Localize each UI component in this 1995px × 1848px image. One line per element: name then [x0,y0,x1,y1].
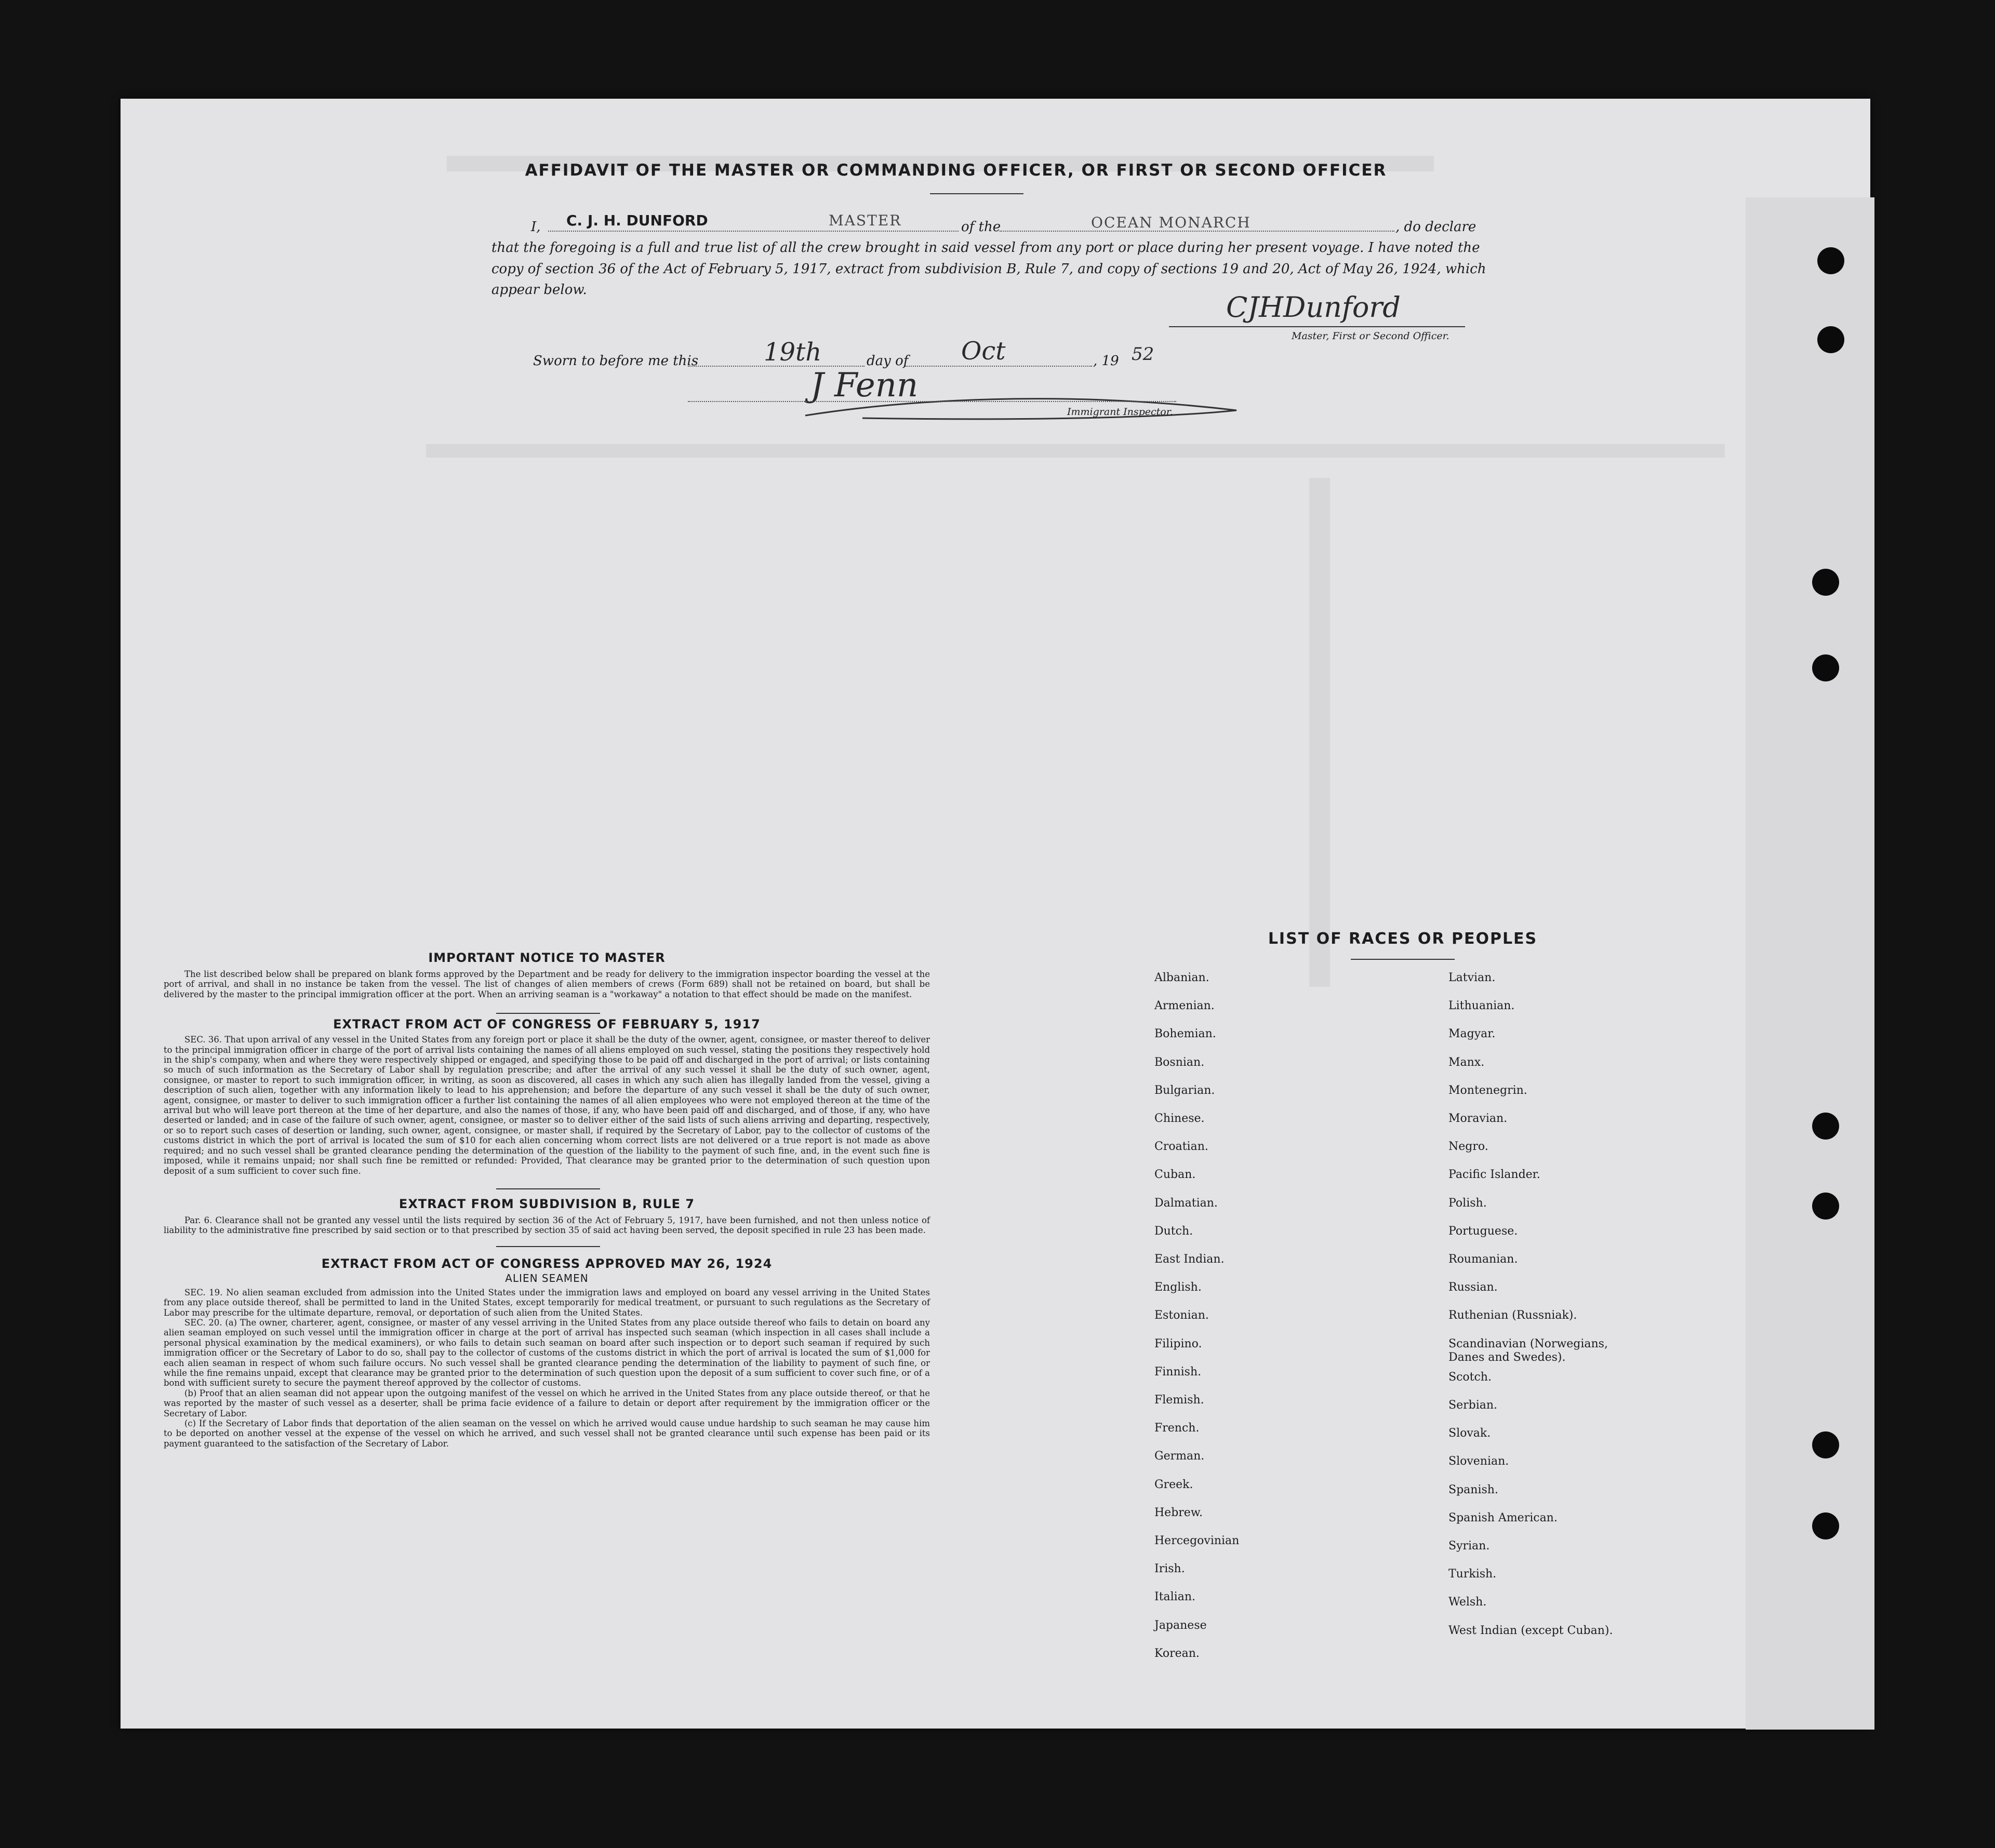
race-item: Finnish. [1154,1365,1202,1378]
race-item: Manx. [1448,1055,1485,1069]
race-item: German. [1154,1450,1205,1463]
sec-20a-text: SEC. 20. (a) The owner, charterer, agent, consignee, or master of any vessel arriving in the United States from any place outside thereof who fails to detain on board any alien seaman employed on such vessel until the immigration officer in charge at the port of arrival has inspected such seaman (which inspection in all cases shall include a personal physical examination by the medical examiners), or who fails to detain such seaman on board after such inspection or to deport such seaman if required by such immigration officer or the Secretary of Labor to do so, shall pay to the collector of customs of the customs district in which the port of arrival is located the sum of $1,000 for each alien seaman in respect of whom such failure occurs. No such vessel shall be granted clearance pending the determination of the liability to payment of such fine, or while the fine remains unpaid, except that clearance may be granted prior to the determination of such question upon the deposit of a sum sufficient to cover such fine, or of a bond with sufficient surety to secure the payment thereof approved by the collector of customs. [164,1317,930,1388]
master-name: C. J. H. DUNFORD [566,212,708,229]
extract-rule7-title: EXTRACT FROM SUBDIVISION B, RULE 7 [398,1196,695,1211]
race-item: Dalmatian. [1154,1196,1218,1210]
race-item: Negro. [1448,1140,1488,1154]
race-item: Welsh. [1448,1596,1487,1609]
affidavit-i-label: I, [531,219,541,235]
inspector-line [688,401,1176,402]
punch-hole [1817,326,1844,353]
race-item: Estonian. [1154,1309,1209,1322]
race-item: Pacific Islander. [1448,1168,1540,1182]
race-item: Armenian. [1154,999,1215,1013]
race-item: Montenegrin. [1448,1083,1527,1097]
sec-20b-text: (b) Proof that an alien seaman did not appear upon the outgoing manifest of the vessel on which he arrived in the United States from any place outside thereof, or that he was reported by the master of such vessel as a deserter, shall be prima facie evidence of a failure to detain or deport after requirement by the immigration officer or the Secretary of Labor. [164,1388,930,1418]
races-title: LIST OF RACES OR PEOPLES [1268,930,1538,948]
divider [496,1246,600,1247]
sworn-month: Oct [961,337,1006,366]
signature-flourish [800,379,1247,426]
of-the-label: of the [961,219,1001,235]
notice-title: IMPORTANT NOTICE TO MASTER [428,950,666,965]
master-rank: MASTER [829,212,902,229]
race-item: Scotch. [1448,1370,1492,1384]
sec-20c-text: (c) If the Secretary of Labor finds that deportation of the alien seaman on the vessel on which he arrived would cause undue hardship to such seaman he may cause him to be deported on another vessel at the expense of the vessel on which he arrived, and such vessel shall not be granted clearance until such expense has been paid or its payment guaranteed to the satisfaction of the Secretary of Labor. [164,1418,930,1449]
left-column [164,950,930,1449]
race-item: Slovenian. [1448,1455,1509,1468]
race-item: Irish. [1154,1562,1185,1576]
race-item: Bulgarian. [1154,1083,1215,1097]
race-item: Spanish American. [1448,1511,1558,1524]
extract-1917-title: EXTRACT FROM ACT OF CONGRESS OF FEBRUARY 5, 1917 [333,1017,761,1032]
race-item: Lithuanian. [1448,999,1515,1013]
race-item: Scandinavian (Norwegians, Danes and Swedes). [1448,1337,1608,1364]
sheet-right-edge [1746,197,1874,1730]
race-item: Polish. [1448,1196,1487,1210]
race-item: Cuban. [1154,1168,1196,1182]
race-item: Japanese [1154,1618,1207,1632]
sworn-label: Sworn to before me this [533,353,699,369]
race-item: Dutch. [1154,1224,1193,1238]
race-item: Albanian. [1154,971,1209,984]
inspector-signature: J Fenn [810,366,919,405]
race-item: Spanish. [1448,1483,1498,1496]
vessel-name: OCEAN MONARCH [1091,214,1251,231]
race-item: East Indian. [1154,1253,1225,1266]
race-item: English. [1154,1281,1202,1294]
punch-hole [1812,1431,1839,1458]
race-item: Bohemian. [1154,1027,1216,1041]
notice-body: The list described below shall be prepared on blank forms approved by the Department and be ready for delivery to the immigration inspector boarding the vessel at the port of arrival, and shall in no instance be taken from the vessel. The list of changes of alien members of crews (Form 689) shall not be retained on board, but shall be delivered by the master to the principal immigration officer at the port. When an arriving seaman is a "workaway" a notation to that effect should be made on the manifest. [164,969,930,999]
race-item: Chinese. [1154,1112,1205,1125]
extract-1924-subtitle: ALIEN SEAMEN [505,1271,589,1284]
divider [496,1188,600,1189]
race-item: Korean. [1154,1646,1200,1660]
divider [1351,959,1455,960]
master-signature-label: Master, First or Second Officer. [1292,330,1449,342]
month-line [905,366,1092,367]
race-item: Bosnian. [1154,1055,1205,1069]
affidavit-line-3: copy of section 36 of the Act of February 5, 1917, extract from subdivision B, Rule 7, and copy of sections 19 and 20, Act of May 26, 1924, which [491,261,1486,277]
race-item: Croatian. [1154,1140,1208,1154]
extract-1924-title: EXTRACT FROM ACT OF CONGRESS APPROVED MAY 26, 1924 [321,1256,773,1271]
punch-hole [1812,1193,1839,1220]
race-item: Ruthenian (Russniak). [1448,1309,1577,1322]
sec-19-text: SEC. 19. No alien seaman excluded from admission into the United States under the immigration laws and employed on board any vessel arriving in the United States from any place outside thereof, shall be permitted to land in the United States, except temporarily for medical treatment, or pursuant to such regulations as the Secretary of Labor may prescribe for the ultimate departure, removal, or deportation of such alien from the United States. [164,1287,930,1318]
race-item: Russian. [1448,1281,1498,1294]
race-item: Slovak. [1448,1427,1491,1440]
master-signature: CJHDunford [1226,291,1401,324]
bleed-through-mark [426,444,1725,458]
punch-hole [1812,654,1839,681]
sworn-year: 52 [1132,344,1154,365]
do-declare-label: , do declare [1395,219,1477,235]
year-prefix: , 19 [1093,353,1119,369]
race-item: Moravian. [1448,1112,1508,1125]
affidavit-line-4: appear below. [491,282,587,298]
race-item: West Indian (except Cuban). [1448,1624,1613,1637]
race-item: Syrian. [1448,1539,1490,1552]
affidavit-line-2: that the foregoing is a full and true list of all the crew brought in said vessel from any port or place during her present voyage. I have noted the [491,240,1480,256]
divider [930,193,1023,194]
race-item: Turkish. [1448,1568,1497,1581]
inspector-label: Immigrant Inspector. [1067,406,1173,418]
extract-rule7-body: Par. 6. Clearance shall not be granted any vessel until the lists required by section 36 of the Act of February 5, 1917, have been furnished, and not then unless notice of liability to the administrative fine prescribed by said section or to that prescribed by section 35 of said act having been served, the deposit specified in rule 23 has been made. [164,1215,930,1236]
race-item: Portuguese. [1448,1224,1518,1238]
race-item: Flemish. [1154,1394,1204,1407]
signature-line [1169,326,1465,327]
race-item: Roumanian. [1448,1253,1518,1266]
extract-1917-body: SEC. 36. That upon arrival of any vessel in the United States from any foreign port or place it shall be the duty of the owner, agent, consignee, or master thereof to deliver to the principal immigration officer in charge of the port of arrival lists containing the names of all aliens employed on such vessel, stating the positions they respectively hold in the ship's company, when and where they were respectively shipped or engaged, and specifying those to be paid off and discharged in the port of arrival; or lists containing so much of such information as the Secretary of Labor shall by regulation prescribe; and after the arrival of any such vessel it shall be the duty of such owner, agent, consignee, or master to report to such immigration officer, in writing, as soon as discovered, all cases in which any such alien has illegally landed from the vessel, giving a description of such alien, together with any information likely to lead to his apprehension; and before the departure of any such vessel it shall be the duty of such owner, agent, consignee, or master to deliver to such immigration officer a further list containing the names of all alien employees who were not employed thereon at the time of the arrival but who will leave port thereon at the time of her departure, and also the names of those, if any, who have been paid off and discharged, and of those, if any, who have deserted or landed; and in case of the failure of such owner, agent, consignee, or master so to deliver either of the said lists of such aliens arriving and departing, respectively, or so to report such cases of desertion or landing, such owner, agent, consignee, or master shall, if required by the Secretary of Labor, pay to the collector of customs of the customs district in which the port of arrival is located the sum of $10 for each alien concerning whom correct lists are not delivered or a true report is not made as above required; and no such vessel shall be granted clearance pending the determination of the question of the liability to the payment of such fine, and, in the event such fine is imposed, while it remains unpaid; nor shall such fine be remitted or refunded: Provided, That clearance may be granted prior to the determination of such question upon deposit of a sum sufficient to cover such fine. [164,1035,930,1176]
punch-hole [1812,1113,1839,1140]
race-item: Hebrew. [1154,1506,1203,1519]
race-item: Italian. [1154,1590,1195,1604]
race-item: Greek. [1154,1478,1193,1491]
punch-hole [1812,569,1839,596]
race-item: Latvian. [1448,971,1496,984]
race-item: Filipino. [1154,1337,1202,1350]
punch-hole [1817,247,1844,274]
day-of-label: day of [867,353,909,369]
race-item: Magyar. [1448,1027,1496,1041]
punch-hole [1812,1512,1839,1539]
race-item: Serbian. [1448,1399,1498,1412]
bleed-through-mark [1309,478,1330,987]
affidavit-title: AFFIDAVIT OF THE MASTER OR COMMANDING OFFICER, OR FIRST OR SECOND OFFICER [525,161,1387,180]
race-item: French. [1154,1422,1200,1435]
race-item: Hercegovinian [1154,1534,1240,1547]
divider [496,1013,600,1014]
name-line [548,231,959,232]
sworn-day: 19th [764,338,822,367]
